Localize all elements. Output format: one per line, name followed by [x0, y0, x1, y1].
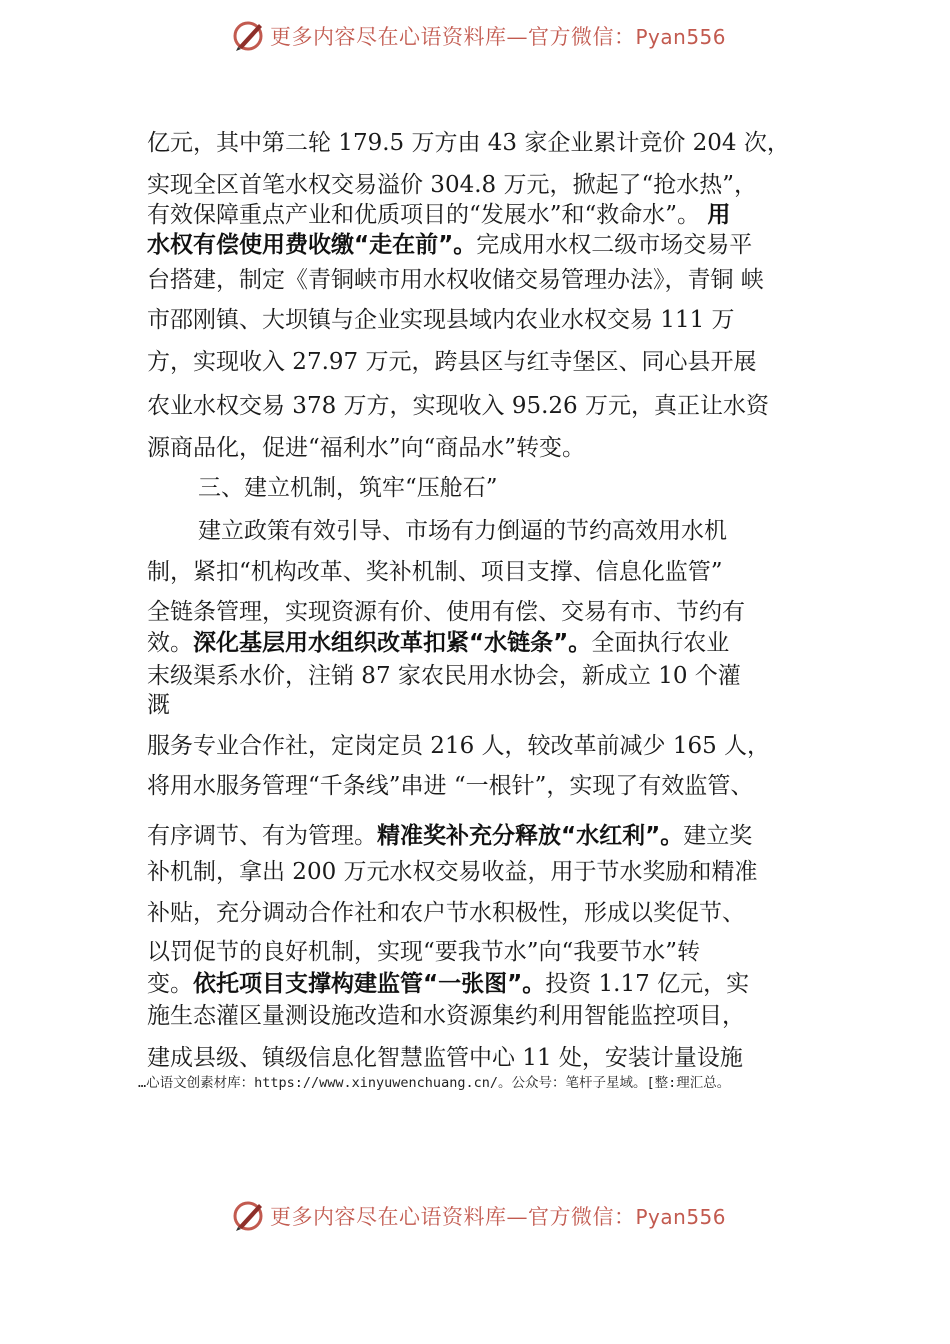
bold-heading-text: 依托项目支撑构建监管“一张图”。	[193, 971, 546, 997]
body-text: 补机制，拿出 200 万元水权交易收益，用于节水奖励和精准	[147, 859, 758, 885]
body-text: 有序调节、有为管理。	[147, 823, 377, 849]
text-line	[147, 1043, 743, 1073]
text-line	[147, 857, 758, 887]
body-text: 末级渠系水价，注销 87 家农民用水协会，新成立 10 个灌	[147, 663, 741, 689]
body-text: 源商品化，促进“福利水”向“商品水”转变。	[147, 435, 586, 461]
text-line	[147, 200, 730, 230]
text-line	[147, 628, 729, 658]
body-text: 全链条管理，实现资源有价、使用有偿、交易有市、节约有	[147, 599, 745, 625]
body-text: 溉	[147, 692, 170, 718]
text-line	[147, 230, 752, 260]
body-text: 台搭建，制定《青铜峡市用水权收储交易管理办法》，青铜 峡	[147, 267, 764, 293]
header-banner	[232, 14, 726, 58]
text-line	[147, 969, 749, 999]
body-text: 亿元，其中第二轮 179.5 万方由 43 家企业累计竞价 204 次，	[147, 130, 790, 156]
body-text: 有效保障重点产业和优质项目的“发展水”和“救命水”。	[147, 202, 708, 228]
text-line	[147, 433, 585, 463]
body-text: 建成县级、镇级信息化智慧监管中心 11 处，安装计量设施	[147, 1045, 743, 1071]
body-text: 制，紧扣“机构改革、奖补机制、项目支撑、信息化监管”	[147, 559, 723, 585]
body-text: 方，实现收入 27.97 万元，跨县区与红寺堡区、同心县开展	[147, 349, 757, 375]
footer-banner	[232, 1194, 726, 1238]
banner-text: 更多内容尽在心语资料库—官方微信：Pyan556	[270, 25, 727, 49]
text-line	[147, 661, 741, 691]
text-line	[147, 898, 745, 928]
text-line	[147, 305, 735, 335]
body-text: 完成用水权二级市场交易平	[476, 232, 753, 258]
pen-logo-icon	[232, 19, 266, 53]
body-text: 全面执行农业	[591, 630, 730, 656]
body-text: 建立奖	[683, 823, 753, 849]
text-line	[147, 1001, 745, 1031]
banner-text: 更多内容尽在心语资料库—官方微信：Pyan556	[270, 1205, 727, 1229]
text-line	[147, 597, 745, 627]
body-text: 实现全区首笔水权交易溢价 304.8 万元，掀起了“抢水热”，	[147, 172, 757, 198]
text-line	[147, 821, 752, 851]
bold-heading-text: 水权有偿使用费收缴“走在前”。	[147, 232, 477, 258]
body-text: 施生态灌区量测设施改造和水资源集约利用智能监控项目，	[147, 1003, 745, 1029]
body-text: 建立政策有效引导、市场有力倒逼的节约高效用水机	[198, 518, 727, 544]
bold-heading-text: 深化基层用水组织改革扣紧“水链条”。	[193, 630, 592, 656]
body-text: 市邵刚镇、大坝镇与企业实现县域内农业水权交易 111 万	[147, 307, 735, 333]
text-line	[147, 265, 764, 295]
footnote: …心语文创素材库：https://www.xinyuwenchuang.cn/。公众号：笔杆子星域。[整:理汇总。	[138, 1075, 731, 1091]
text-line	[147, 391, 769, 421]
text-line	[198, 516, 727, 546]
text-line	[147, 937, 700, 967]
body-text: 将用水服务管理“千条线”串进 “一根针”，实现了有效监管、	[147, 773, 754, 799]
body-text: 农业水权交易 378 万方，实现收入 95.26 万元，真正让水资	[147, 393, 769, 419]
text-line	[147, 128, 790, 158]
pen-logo-icon	[232, 1199, 266, 1233]
text-line	[147, 731, 770, 761]
body-text: 效。	[147, 630, 193, 656]
bold-heading-text: 用	[707, 202, 731, 228]
body-text: 以罚促节的良好机制，实现“要我节水”向“我要节水”转	[147, 939, 701, 965]
text-line	[147, 771, 753, 801]
body-text: 变。	[147, 971, 193, 997]
body-text: 补贴，充分调动合作社和农户节水积极性，形成以奖促节、	[147, 900, 745, 926]
text-line	[147, 557, 723, 587]
text-line	[147, 347, 756, 377]
body-text: 投资 1.17 亿元，实	[545, 971, 750, 997]
bold-heading-text: 精准奖补充分释放“水红利”。	[377, 823, 684, 849]
body-text: 服务专业合作社，定岗定员 216 人，较改革前减少 165 人，	[147, 733, 771, 759]
text-line	[198, 473, 498, 503]
text-line	[147, 690, 170, 720]
body-text: 三、建立机制，筑牢“压舱石”	[198, 475, 498, 501]
text-line	[147, 170, 757, 200]
